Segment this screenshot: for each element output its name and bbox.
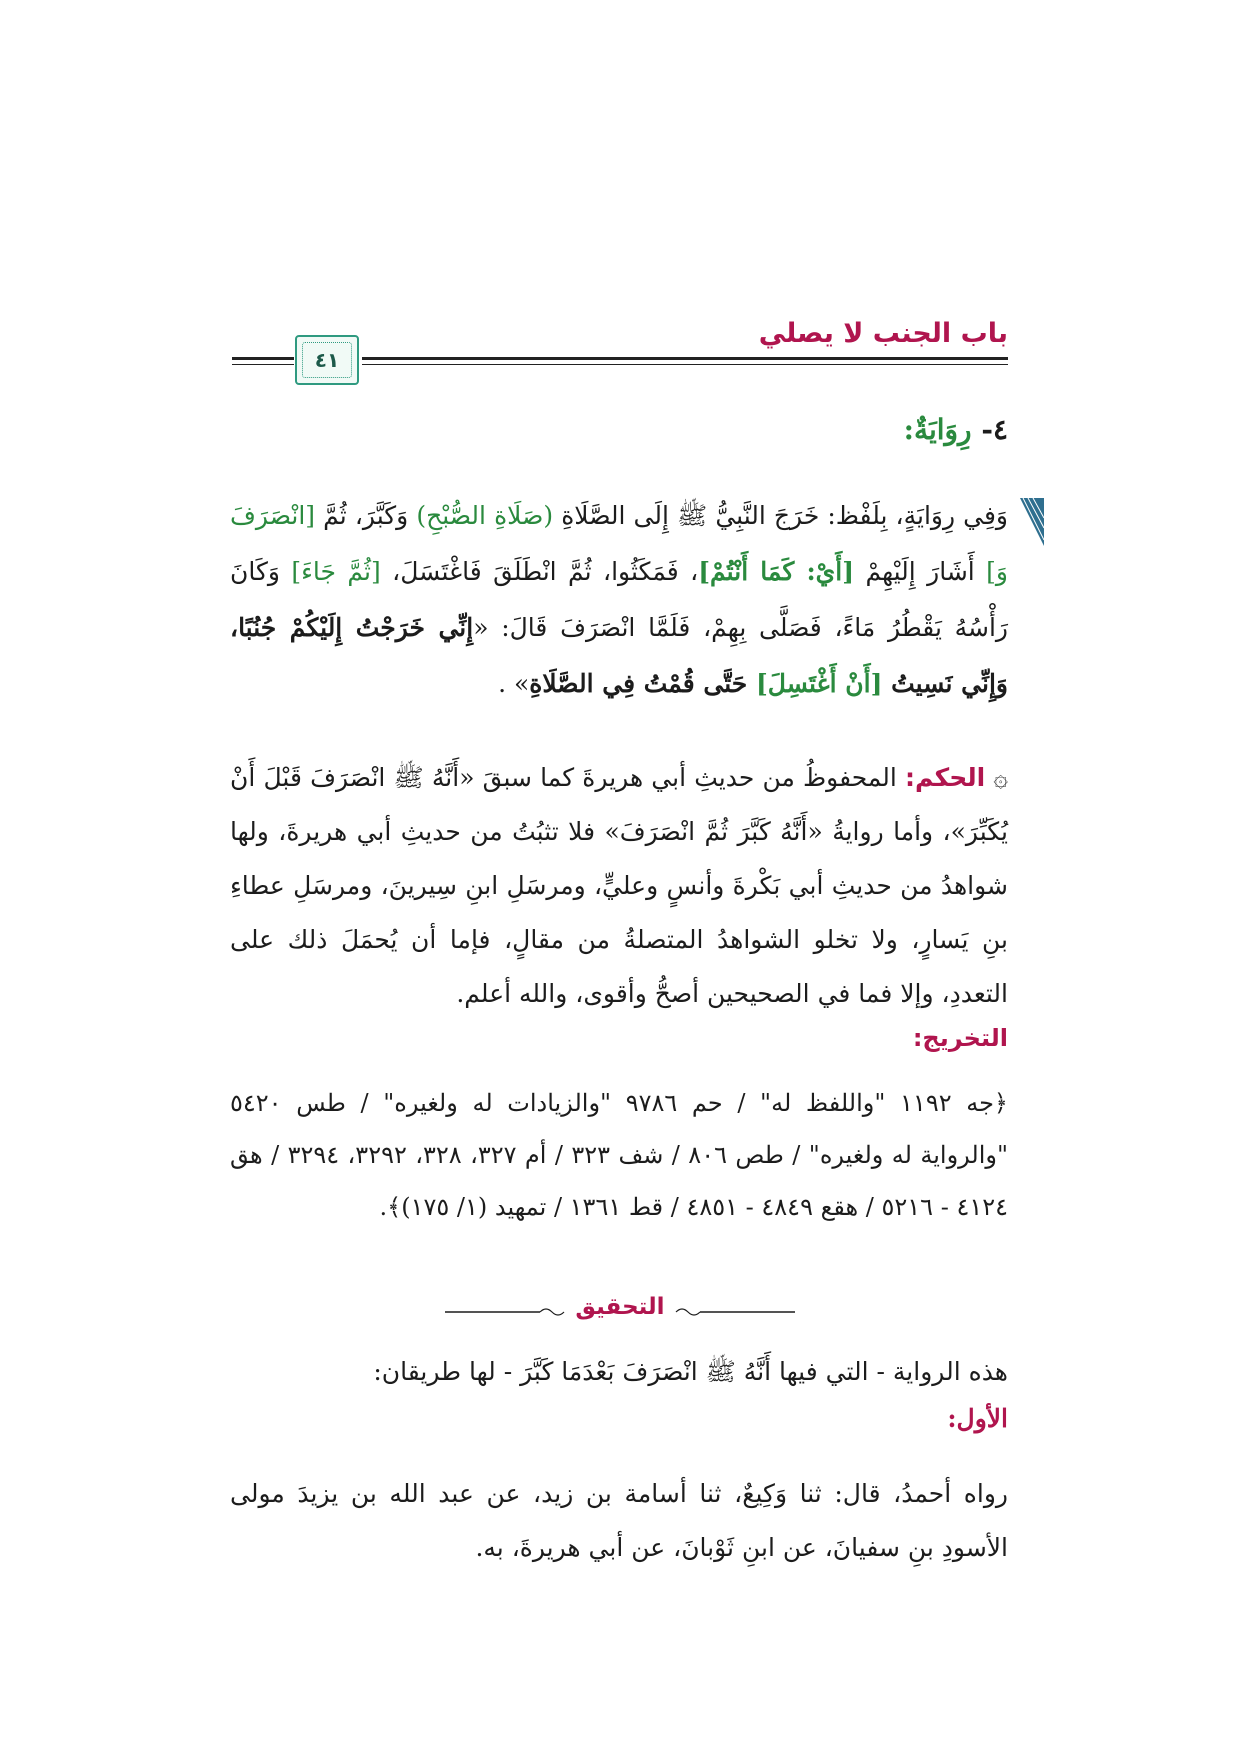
section-number: ٤- [981, 413, 1008, 446]
header-rule-left [232, 357, 294, 365]
header-rule-right [362, 357, 1008, 365]
hadith-quote: حَتَّى قُمْتُ فِي الصَّلَاةِ [529, 669, 756, 698]
corner-ornament-icon [1020, 498, 1044, 546]
takhrij-text: ﴿جه ١١٩٢ "واللفظ له" / حم ٩٧٨٦ "والزيادات له ولغيره" / طس ٥٤٢٠ "والرواية له ولغيره" / طص ٨٠٦ / شف ٣٢٣ / أم ٣٢٧، ٣٢٨، ٣٢٩٢، ٣٢٩٤ / هق ٤١٢٤ - ٥٢١٦ / هقع ٤٨٤٩ - ٤٨٥١ / قط ١٣٦١ / تمهيد (١/ ١٧٥)﴾. [230, 1089, 1009, 1221]
section-title: رِوَايَةٌ: [903, 413, 972, 446]
hadith-addition: [انْصَرَفَ وَ] [230, 501, 1008, 586]
takhrij-label: التخريج: [912, 1024, 1008, 1052]
tahqiq-intro: هذه الرواية - التي فيها أَنَّهُ ﷺ انْصَرَفَ بَعْدَمَا كَبَّرَ - لها طريقان: [373, 1357, 1008, 1386]
page-number-badge [295, 335, 359, 385]
hadith-text [230, 488, 1008, 712]
hadith-part: وَكَبَّرَ، ثُمَّ [315, 501, 417, 530]
hadith-part: أَشَارَ إِلَيْهِمْ [854, 557, 987, 586]
ruling-label: الحكم: [905, 763, 986, 792]
section-heading [904, 413, 1008, 446]
hadith-addition: [ثُمَّ جَاءَ] [291, 557, 381, 586]
tahqiq-title: التحقيق [575, 1294, 665, 1320]
chapter-title: باب الجنب لا يصلي [758, 318, 1008, 349]
hadith-part: وَفِي رِوَايَةٍ، بِلَفْظ: خَرَجَ النَّبِيُّ ﷺ إِلَى الصَّلَاةِ [553, 501, 1008, 530]
hadith-part: ، فَمَكَثُوا، ثُمَّ انْطَلَقَ فَاغْتَسَلَ، [380, 557, 699, 586]
hadith-quote: إِنِّي خَرَجْتُ إِلَيْكُمْ جُنُبًا، وَإِنِّي نَسِيتُ [230, 613, 1008, 698]
hadith-part: وَكَانَ رَأْسُهُ يَقْطُرُ مَاءً، فَصَلَّى بِهِمْ، فَلَمَّا انْصَرَفَ قَالَ: « [230, 557, 1008, 642]
chain-text: رواه أحمدُ، قال: ثنا وَكِيعٌ، ثنا أسامة بن زيد، عن عبد الله بن يزيدَ مولى الأسودِ بنِ سفيانَ، عن ابنِ ثَوْبانَ، عن أبي هريرةَ، به. [230, 1479, 1008, 1562]
first-path-label: الأول: [947, 1404, 1008, 1433]
hadith-part: » . [498, 669, 530, 698]
ruling-text: المحفوظُ من حديثِ أبي هريرةَ كما سبقَ «أَنَّهُ ﷺ انْصَرَفَ قَبْلَ أَنْ يُكَبِّرَ»، وأما روايةُ «أَنَّهُ كَبَّرَ ثُمَّ انْصَرَفَ» فلا تثبُتُ من حديثِ أبي هريرةَ، ولها شواهدُ من حديثِ أبي بَكْرةَ وأنسٍ وعليٍّ، ومرسَلِ ابنِ سِيرينَ، ومرسَلِ عطاءِ بنِ يَسارٍ، ولا تخلو الشواهدُ المتصلةُ من مقالٍ، فإما أن يُحمَلَ ذلك على التعددِ، وإلا فما في الصحيحين أصحُّ وأقوى، والله أعلم. [230, 763, 1008, 1008]
hadith-addition: (صَلَاةِ الصُّبْحِ) [416, 501, 554, 530]
ruling-paragraph [230, 751, 1008, 1021]
hadith-addition: [أَنْ أَغْتَسِلَ] [755, 669, 883, 698]
ruling-marker-icon: ۞ [993, 763, 1008, 792]
page-number: ٤١ [302, 342, 352, 378]
hadith-addition: [أَيْ: كَمَا أَنْتُمْ] [698, 557, 855, 586]
